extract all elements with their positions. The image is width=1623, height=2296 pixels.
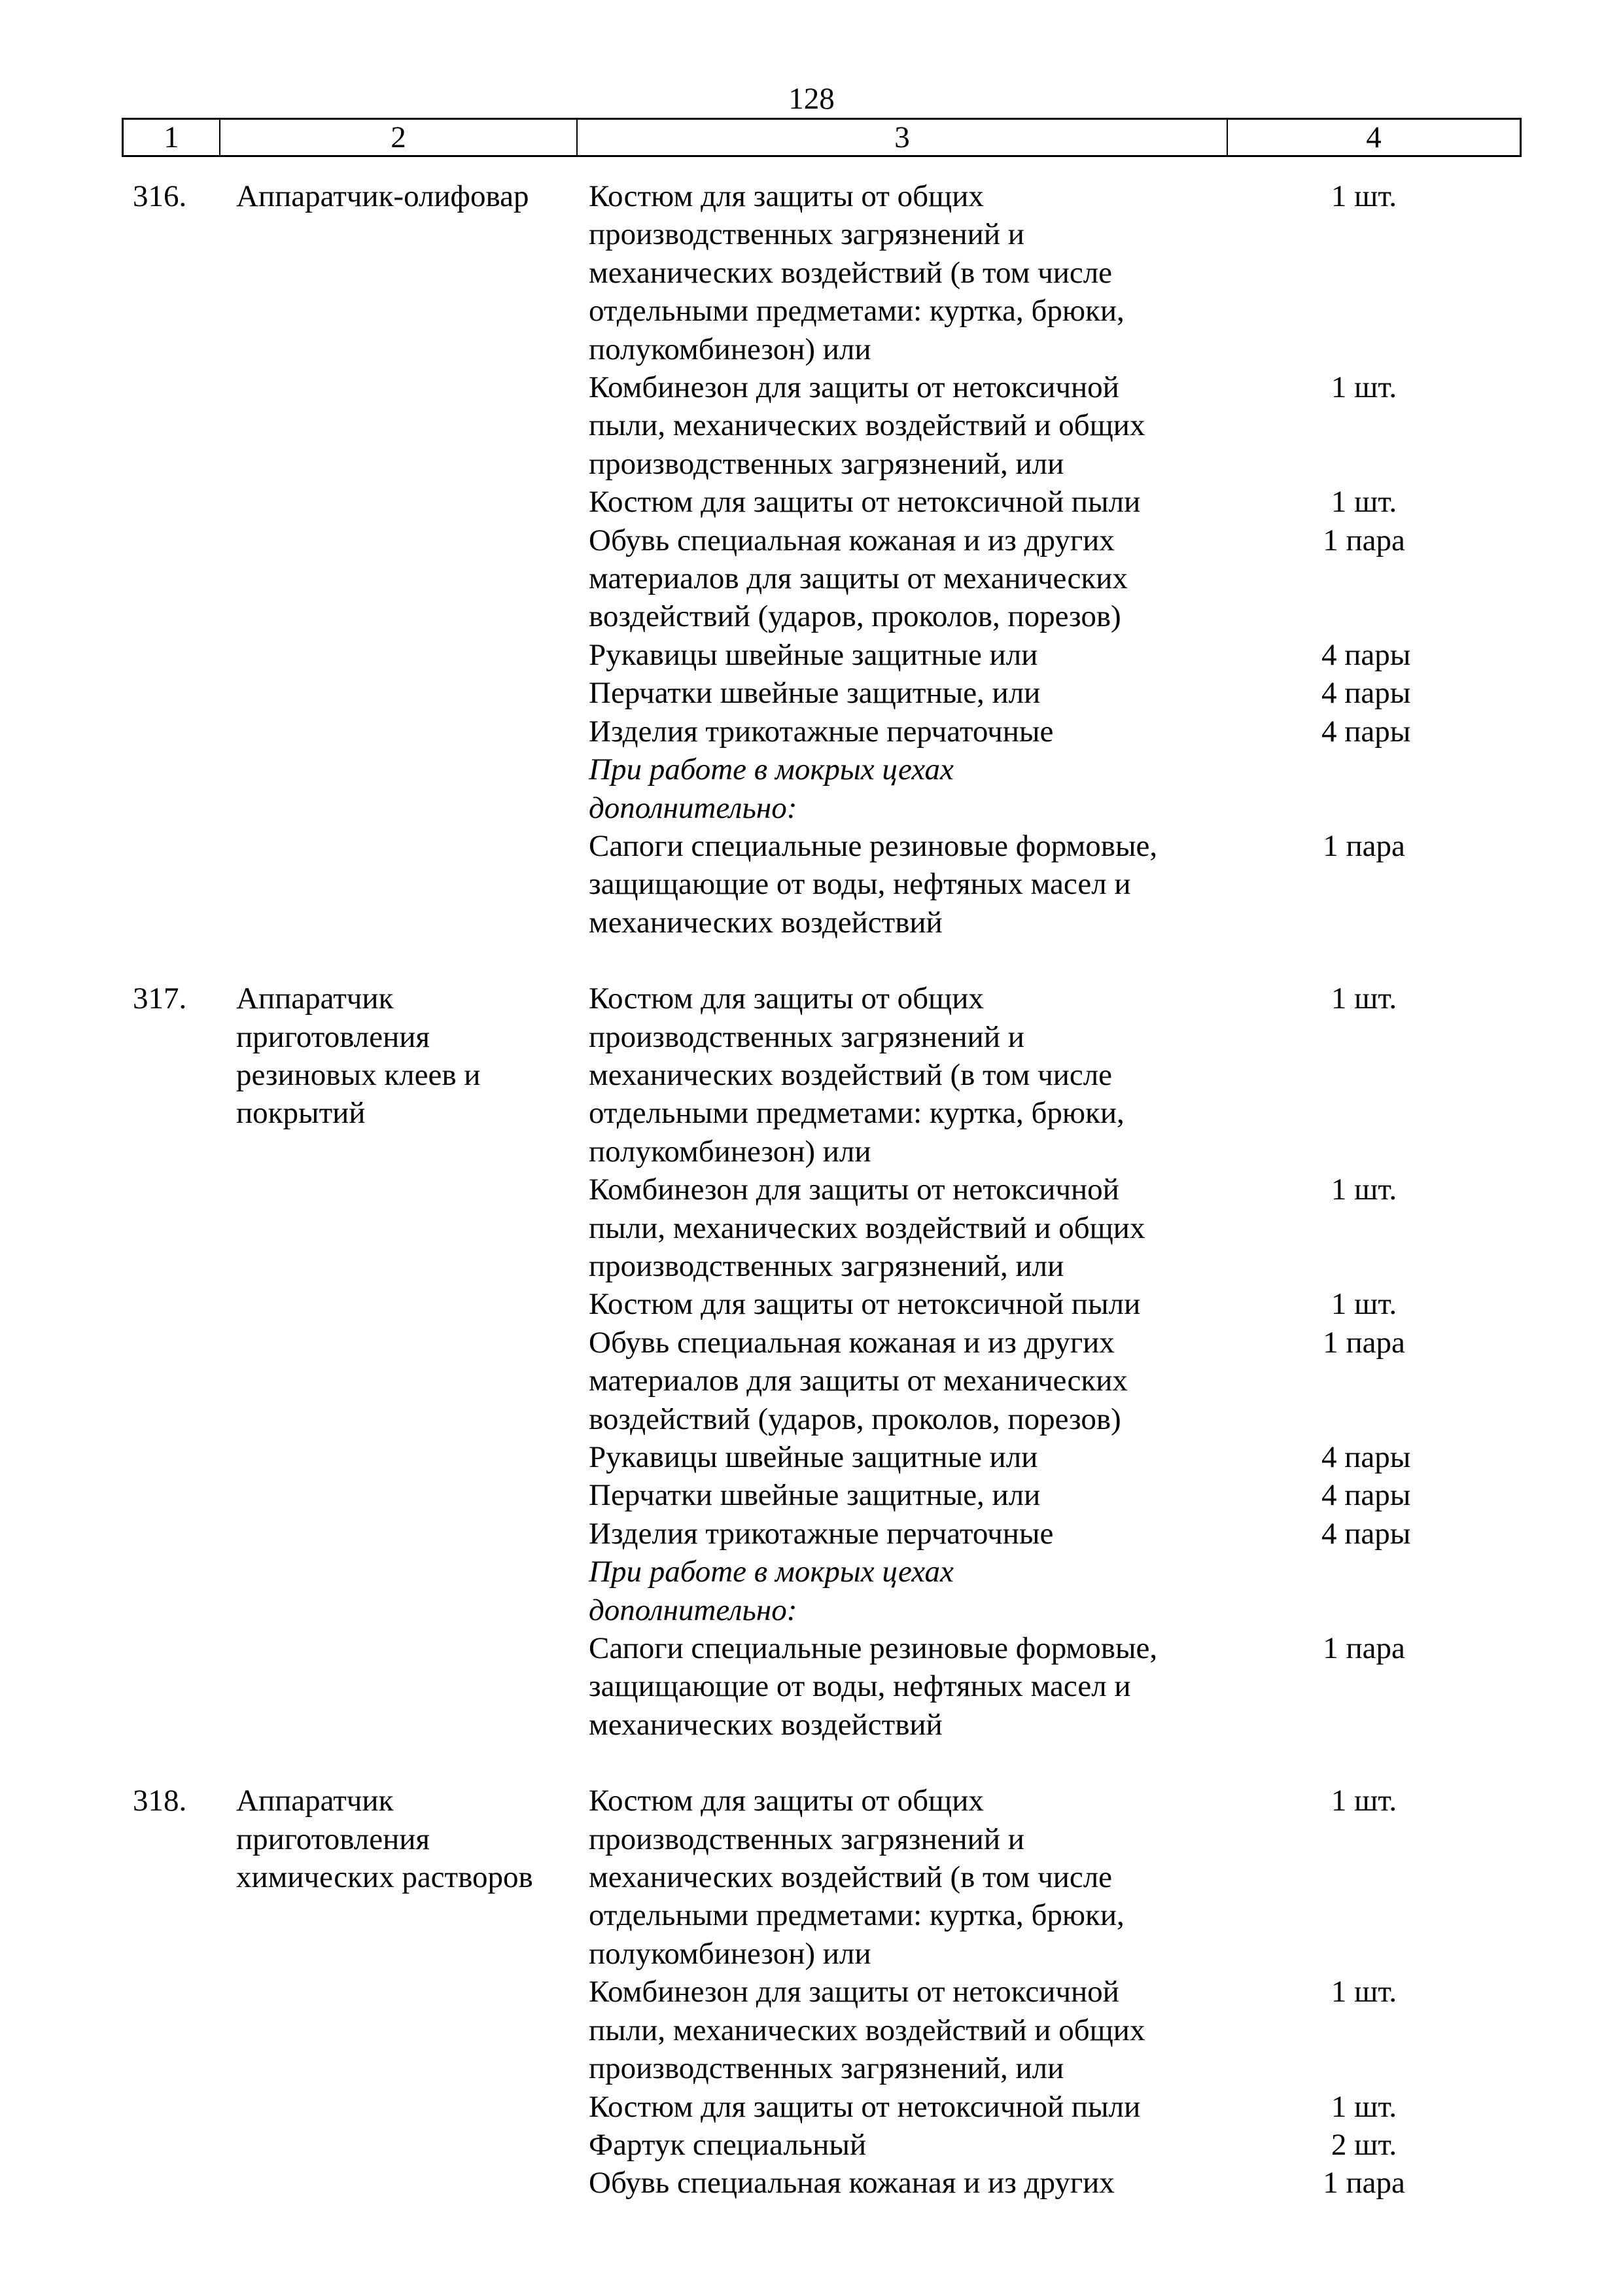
- ppe-item-line: [589, 1820, 1308, 1858]
- ppe-item-line: [589, 1629, 1405, 1667]
- ppe-item: [589, 1324, 1405, 1438]
- ppe-item-text: Костюм для защиты от нетоксичной пыли: [589, 1287, 1141, 1322]
- ppe-item-text: производственных загрязнений и: [589, 1822, 1024, 1856]
- ppe-quantity: 4 пары: [1321, 637, 1411, 672]
- ppe-list: [589, 177, 1411, 942]
- ppe-item: [589, 521, 1405, 636]
- ppe-item-line: [589, 2049, 1308, 2087]
- table-row: 317. Аппаратчик приготовления резиновых клеев и покрытий Костюм для защиты от общих 1 шт. производственных загрязнений и механических воздействий (в том числе отдельными предметами: куртка, брюки, полукомбинезон) или Комбинезон для защиты от нетоксичной 1 шт. пыли, механических воздействий и общих производственных загрязнений, или Костюм для защиты от нетоксичной пыли 1 шт. Обувь специальная кожаная и из других 1 пара материалов для защиты от механических воздействий (ударов, проколов, порезов) Рукавицы швейные защитные или 4 пары Перчатки швейные защитные, или 4 пары Изделия трикотажные перчаточные 4 пары При работе в мокрых цехах дополнительно: Сапоги специальные резиновые формовые, 1 пара защищающие от воды, нефтяных масел и механических воздействий: [0, 980, 1623, 1744]
- ppe-item-line: [589, 1706, 1308, 1744]
- ppe-quantity: 1 пара: [1323, 828, 1405, 863]
- ppe-item: [589, 1285, 1397, 1323]
- ppe-item: [589, 713, 1411, 751]
- ppe-quantity: 1 шт.: [1331, 485, 1397, 520]
- ppe-item-line: [589, 445, 1308, 483]
- ppe-item-text: пыли, механических воздействий и общих: [589, 2013, 1145, 2047]
- ppe-item-text: отдельными предметами: куртка, брюки,: [589, 1898, 1125, 1933]
- ppe-item-line: [589, 2088, 1397, 2126]
- ppe-quantity: 1 пара: [1323, 1325, 1405, 1360]
- header-col-1: 1: [124, 120, 220, 155]
- ppe-item-line: [589, 1438, 1411, 1476]
- ppe-item-text: отдельными предметами: куртка, брюки,: [589, 294, 1125, 328]
- ppe-item-text: Комбинезон для защиты от нетоксичной: [589, 1975, 1119, 2009]
- ppe-item-line: [589, 980, 1397, 1017]
- ppe-item-line: [589, 1896, 1308, 1934]
- profession-name: [236, 1782, 533, 1896]
- ppe-quantity: 4 пары: [1321, 714, 1411, 749]
- profession-name: [236, 980, 480, 1133]
- ppe-list: [589, 1782, 1405, 2202]
- ppe-item-text: Костюм для защиты от общих: [589, 981, 984, 1016]
- ppe-quantity: 2 шт.: [1331, 2127, 1397, 2162]
- ppe-quantity: 1 шт.: [1331, 1784, 1397, 1818]
- ppe-item-line: [589, 1018, 1308, 1056]
- ppe-item-text: Обувь специальная кожаная и из других: [589, 1325, 1115, 1360]
- ppe-item-text: производственных загрязнений, или: [589, 1248, 1064, 1283]
- ppe-item-line: [589, 1400, 1308, 1438]
- profession-name-line: Аппаратчик: [236, 981, 394, 1016]
- ppe-item-line: [589, 1515, 1411, 1553]
- ppe-item-line: [589, 1056, 1308, 1094]
- ppe-item: [589, 2126, 1397, 2164]
- ppe-item-line: [589, 1476, 1411, 1514]
- ppe-item-line: [589, 1591, 1308, 1629]
- condition-note: [589, 1553, 1308, 1629]
- ppe-item-text: Комбинезон для защиты от нетоксичной: [589, 1173, 1119, 1207]
- ppe-item-line: [589, 1553, 1308, 1591]
- table-body: [0, 177, 1623, 2240]
- ppe-item: [589, 368, 1397, 483]
- ppe-list: [589, 980, 1411, 1744]
- ppe-quantity: 1 шт.: [1331, 2089, 1397, 2124]
- ppe-item-line: [589, 751, 1308, 788]
- ppe-item-line: [589, 2164, 1405, 2202]
- ppe-item-text: механических воздействий: [589, 1707, 943, 1742]
- ppe-item-line: [589, 904, 1308, 942]
- ppe-item-line: [589, 1935, 1308, 1973]
- ppe-item-line: [589, 674, 1411, 712]
- profession-name-line: приготовления: [236, 1822, 430, 1856]
- ppe-item: [589, 1438, 1411, 1476]
- ppe-item-text: Сапоги специальные резиновые формовые,: [589, 828, 1158, 863]
- ppe-item-line: [589, 1285, 1397, 1323]
- ppe-item-line: [589, 559, 1308, 597]
- table-row: 316. Аппаратчик-олифовар Костюм для защиты от общих 1 шт. производственных загрязнений и механических воздействий (в том числе отдельными предметами: куртка, брюки, полукомбинезон) или Комбинезон для защиты от нетоксичной 1 шт. пыли, механических воздействий и общих производственных загрязнений, или Костюм для защиты от нетоксичной пыли 1 шт. Обувь специальная кожаная и из других 1 пара материалов для защиты от механических воздействий (ударов, проколов, порезов) Рукавицы швейные защитные или 4 пары Перчатки швейные защитные, или 4 пары Изделия трикотажные перчаточные 4 пары При работе в мокрых цехах дополнительно: Сапоги специальные резиновые формовые, 1 пара защищающие от воды, нефтяных масел и механических воздействий: [0, 177, 1623, 942]
- profession-name-line: резиновых клеев и: [236, 1057, 481, 1092]
- ppe-item-line: [589, 292, 1308, 330]
- ppe-item-text: пыли, механических воздействий и общих: [589, 408, 1145, 443]
- ppe-item-text: Фартук специальный: [589, 2127, 867, 2162]
- ppe-quantity: 4 пары: [1321, 1516, 1411, 1551]
- ppe-item-text: дополнительно:: [589, 790, 797, 825]
- ppe-item-line: [589, 2011, 1308, 2049]
- ppe-item-line: [589, 1667, 1308, 1705]
- ppe-item-line: [589, 2126, 1397, 2164]
- ppe-item-text: механических воздействий (в том числе: [589, 255, 1113, 290]
- ppe-quantity: 1 шт.: [1331, 1975, 1397, 2009]
- ppe-item-line: [589, 1782, 1397, 1820]
- ppe-item-text: производственных загрязнений, или: [589, 2051, 1064, 2086]
- ppe-item-line: [589, 254, 1308, 292]
- ppe-item-text: При работе в мокрых цехах: [589, 752, 954, 787]
- ppe-item-text: Рукавицы швейные защитные или: [589, 637, 1038, 672]
- ppe-item-text: воздействий (ударов, проколов, порезов): [589, 1402, 1121, 1436]
- ppe-item: [589, 2088, 1397, 2126]
- ppe-item-line: [589, 1973, 1397, 2011]
- profession-name-line: химических растворов: [236, 1860, 533, 1895]
- ppe-item-text: Изделия трикотажные перчаточные: [589, 1516, 1054, 1551]
- ppe-item-text: Костюм для защиты от общих: [589, 1784, 984, 1818]
- ppe-item: [589, 827, 1405, 942]
- ppe-item-text: защищающие от воды, нефтяных масел и: [589, 867, 1131, 902]
- ppe-item-text: полукомбинезон) или: [589, 332, 871, 366]
- ppe-item-text: Костюм для защиты от общих: [589, 179, 984, 213]
- profession-name-line: покрытий: [236, 1096, 366, 1131]
- ppe-item-text: Изделия трикотажные перчаточные: [589, 714, 1054, 749]
- ppe-item-text: полукомбинезон) или: [589, 1134, 871, 1169]
- ppe-item: [589, 1515, 1411, 1553]
- ppe-item-text: При работе в мокрых цехах: [589, 1555, 954, 1589]
- page-number: 128: [788, 82, 835, 116]
- table-header: [122, 118, 1522, 157]
- ppe-item-line: [589, 827, 1405, 865]
- ppe-item: [589, 177, 1397, 368]
- ppe-item-text: Перчатки швейные защитные, или: [589, 676, 1041, 711]
- ppe-item-text: Сапоги специальные резиновые формовые,: [589, 1631, 1158, 1666]
- ppe-item-text: материалов для защиты от механических: [589, 561, 1128, 596]
- ppe-item-text: производственных загрязнений и: [589, 217, 1024, 252]
- ppe-quantity: 1 пара: [1323, 1631, 1405, 1666]
- ppe-item-line: [589, 1209, 1308, 1247]
- ppe-item-line: [589, 1324, 1405, 1362]
- ppe-quantity: 1 шт.: [1331, 1173, 1397, 1207]
- ppe-item-text: пыли, механических воздействий и общих: [589, 1210, 1145, 1245]
- ppe-item-line: [589, 865, 1308, 903]
- ppe-item-line: [589, 1094, 1308, 1132]
- ppe-quantity: 1 шт.: [1331, 1287, 1397, 1322]
- ppe-item-text: механических воздействий: [589, 905, 943, 940]
- ppe-quantity: 1 пара: [1323, 523, 1405, 557]
- ppe-item-text: Обувь специальная кожаная и из других: [589, 2166, 1115, 2200]
- ppe-item: [589, 1171, 1397, 1285]
- ppe-item-text: механических воздействий (в том числе: [589, 1057, 1113, 1092]
- ppe-quantity: 4 пары: [1321, 1440, 1411, 1474]
- header-col-3: 3: [578, 120, 1228, 155]
- ppe-item: [589, 1973, 1397, 2087]
- ppe-item-line: [589, 1247, 1308, 1285]
- ppe-item: [589, 1782, 1397, 1973]
- table-row: 318. Аппаратчик приготовления химических растворов Костюм для защиты от общих 1 шт. производственных загрязнений и механических воздействий (в том числе отдельными предметами: куртка, брюки, полукомбинезон) или Комбинезон для защиты от нетоксичной 1 шт. пыли, механических воздействий и общих производственных загрязнений, или Костюм для защиты от нетоксичной пыли 1 шт. Фартук специальный 2 шт. Обувь специальная кожаная и из других 1 пара: [0, 1782, 1623, 2202]
- ppe-item: [589, 1476, 1411, 1514]
- ppe-item-text: Обувь специальная кожаная и из других: [589, 523, 1115, 557]
- ppe-quantity: 4 пары: [1321, 676, 1411, 711]
- ppe-quantity: 1 шт.: [1331, 981, 1397, 1016]
- ppe-item: [589, 980, 1397, 1171]
- ppe-item-line: [589, 330, 1308, 368]
- ppe-item: [589, 2164, 1405, 2202]
- ppe-item-text: механических воздействий (в том числе: [589, 1860, 1113, 1895]
- ppe-item-text: Костюм для защиты от нетоксичной пыли: [589, 2089, 1141, 2124]
- ppe-item: [589, 674, 1411, 712]
- header-col-2: 2: [220, 120, 578, 155]
- ppe-item-text: производственных загрязнений, или: [589, 446, 1064, 481]
- profession-name-line: приготовления: [236, 1019, 430, 1054]
- profession-name: [236, 177, 529, 215]
- profession-name-line: Аппаратчик: [236, 1784, 394, 1818]
- ppe-item-line: [589, 1362, 1308, 1400]
- ppe-item-text: Перчатки швейные защитные, или: [589, 1478, 1041, 1513]
- ppe-item-line: [589, 483, 1397, 521]
- ppe-item-line: [589, 636, 1411, 674]
- condition-note: [589, 751, 1308, 827]
- ppe-quantity: 1 шт.: [1331, 179, 1397, 213]
- ppe-item-line: [589, 177, 1397, 215]
- ppe-item-text: материалов для защиты от механических: [589, 1364, 1128, 1398]
- ppe-item-line: [589, 1133, 1308, 1171]
- ppe-item: [589, 1629, 1405, 1744]
- ppe-item-line: [589, 215, 1308, 253]
- ppe-item-text: Костюм для защиты от нетоксичной пыли: [589, 485, 1141, 520]
- ppe-item-text: отдельными предметами: куртка, брюки,: [589, 1096, 1125, 1131]
- ppe-item-line: [589, 521, 1405, 559]
- profession-name-line: Аппаратчик-олифовар: [236, 179, 529, 213]
- ppe-item-line: [589, 713, 1411, 751]
- ppe-item-line: [589, 406, 1308, 444]
- ppe-item-line: [589, 597, 1308, 635]
- ppe-item-text: Комбинезон для защиты от нетоксичной: [589, 370, 1119, 405]
- ppe-item: [589, 483, 1397, 521]
- ppe-item-text: защищающие от воды, нефтяных масел и: [589, 1669, 1131, 1704]
- ppe-item-line: [589, 789, 1308, 827]
- ppe-quantity: 1 пара: [1323, 2166, 1405, 2200]
- ppe-item-text: дополнительно:: [589, 1593, 797, 1627]
- ppe-item-text: воздействий (ударов, проколов, порезов): [589, 599, 1121, 634]
- ppe-item: [589, 636, 1411, 674]
- ppe-quantity: 4 пары: [1321, 1478, 1411, 1513]
- ppe-item-text: полукомбинезон) или: [589, 1936, 871, 1971]
- ppe-item-text: производственных загрязнений и: [589, 1019, 1024, 1054]
- ppe-item-line: [589, 1858, 1308, 1896]
- ppe-item-line: [589, 1171, 1397, 1209]
- ppe-quantity: 1 шт.: [1331, 370, 1397, 405]
- ppe-item-text: Рукавицы швейные защитные или: [589, 1440, 1038, 1474]
- header-col-4: 4: [1366, 120, 1382, 154]
- ppe-item-line: [589, 368, 1397, 406]
